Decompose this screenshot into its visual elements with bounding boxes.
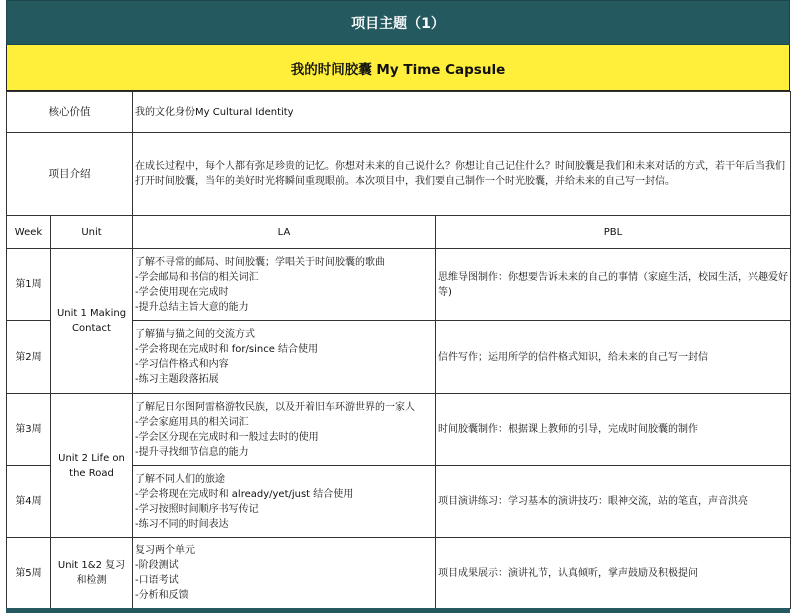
week-column-header: Week <box>7 216 51 249</box>
la-line: -学会将现在完成时和 for/since 结合使用 <box>135 344 319 355</box>
la-line: -阶段测试 <box>135 560 179 571</box>
la-line: -学习信件格式和内容 <box>135 359 229 370</box>
la-line: -提升寻找细节信息的能力 <box>135 446 249 458</box>
la-cell <box>133 466 436 538</box>
pbl-column-header: PBL <box>436 216 791 249</box>
plan-table <box>6 91 791 609</box>
la-cell <box>133 321 436 394</box>
intro-label: 项目介绍 <box>7 133 133 216</box>
core-value-row <box>7 92 791 133</box>
la-cell <box>133 249 436 321</box>
table-row <box>7 394 791 466</box>
lesson-plan-sheet <box>6 0 790 613</box>
unit-cell: Unit 1 Making Contact <box>51 249 133 394</box>
core-value-label: 核心价值 <box>7 92 133 133</box>
pbl-cell: 项目演讲练习：学习基本的演讲技巧：眼神交流，站的笔直，声音洪亮 <box>436 466 791 538</box>
intro-text: 在成长过程中，每个人都有弥足珍贵的记忆。你想对未来的自己说什么？你想让自己记住什么？时间胶囊是我们和未来对话的方式，若干年后当我们打开时间胶囊，当年的美好时光将瞬间重现眼前。本次项目中，我们要自己制作一个时光胶囊，并给未来的自己写一封信。 <box>133 133 791 216</box>
la-line: -练习主题段落拓展 <box>135 374 219 385</box>
la-line: 了解不同人们的旅途 <box>135 473 225 485</box>
unit-cell: Unit 1&2 复习和检测 <box>51 538 133 609</box>
la-line: -学习按照时间顺序书写传记 <box>135 503 259 515</box>
pbl-cell: 项目成果展示：演讲礼节，认真倾听，掌声鼓励及积极提问 <box>436 538 791 609</box>
la-cell <box>133 538 436 609</box>
intro-row <box>7 133 791 216</box>
bottom-border-bar <box>6 608 790 613</box>
column-header-row <box>7 216 791 249</box>
la-line: -分析和反馈 <box>135 590 189 601</box>
week-cell: 第5周 <box>7 538 51 609</box>
la-line: -口语考试 <box>135 575 179 586</box>
la-line: -提升总结主旨大意的能力 <box>135 301 249 313</box>
la-line: -练习不同的时间表达 <box>135 518 229 530</box>
la-line: -学会邮局和书信的相关词汇 <box>135 271 259 283</box>
table-row <box>7 249 791 321</box>
la-cell <box>133 394 436 466</box>
la-line: -学会使用现在完成时 <box>135 286 229 298</box>
project-title: 我的时间胶囊 My Time Capsule <box>6 45 790 91</box>
core-value-text: 我的文化身份My Cultural Identity <box>133 92 791 133</box>
pbl-cell: 时间胶囊制作：根据课上教师的引导，完成时间胶囊的制作 <box>436 394 791 466</box>
week-cell: 第2周 <box>7 321 51 394</box>
la-line: 复习两个单元 <box>135 545 195 556</box>
unit-cell: Unit 2 Life on the Road <box>51 394 133 538</box>
la-line: 了解尼日尔图阿雷格游牧民族，以及开着旧车环游世界的一家人 <box>135 401 415 413</box>
week-cell: 第4周 <box>7 466 51 538</box>
pbl-cell: 思维导图制作：你想要告诉未来的自己的事情（家庭生活，校园生活，兴趣爱好等) <box>436 249 791 321</box>
week-cell: 第1周 <box>7 249 51 321</box>
unit-column-header: Unit <box>51 216 133 249</box>
la-line: 了解猫与猫之间的交流方式 <box>135 329 255 340</box>
la-column-header: LA <box>133 216 436 249</box>
la-line: -学会区分现在完成时和一般过去时的使用 <box>135 431 319 443</box>
table-row <box>7 538 791 609</box>
project-theme-header: 项目主题（1） <box>6 0 790 45</box>
pbl-cell: 信件写作；运用所学的信件格式知识，给未来的自己写一封信 <box>436 321 791 394</box>
la-line: 了解不寻常的邮局、时间胶囊；学唱关于时间胶囊的歌曲 <box>135 256 385 268</box>
la-line: -学会家庭用具的相关词汇 <box>135 416 249 428</box>
la-line: -学会将现在完成时和 already/yet/just 结合使用 <box>135 488 354 500</box>
week-cell: 第3周 <box>7 394 51 466</box>
